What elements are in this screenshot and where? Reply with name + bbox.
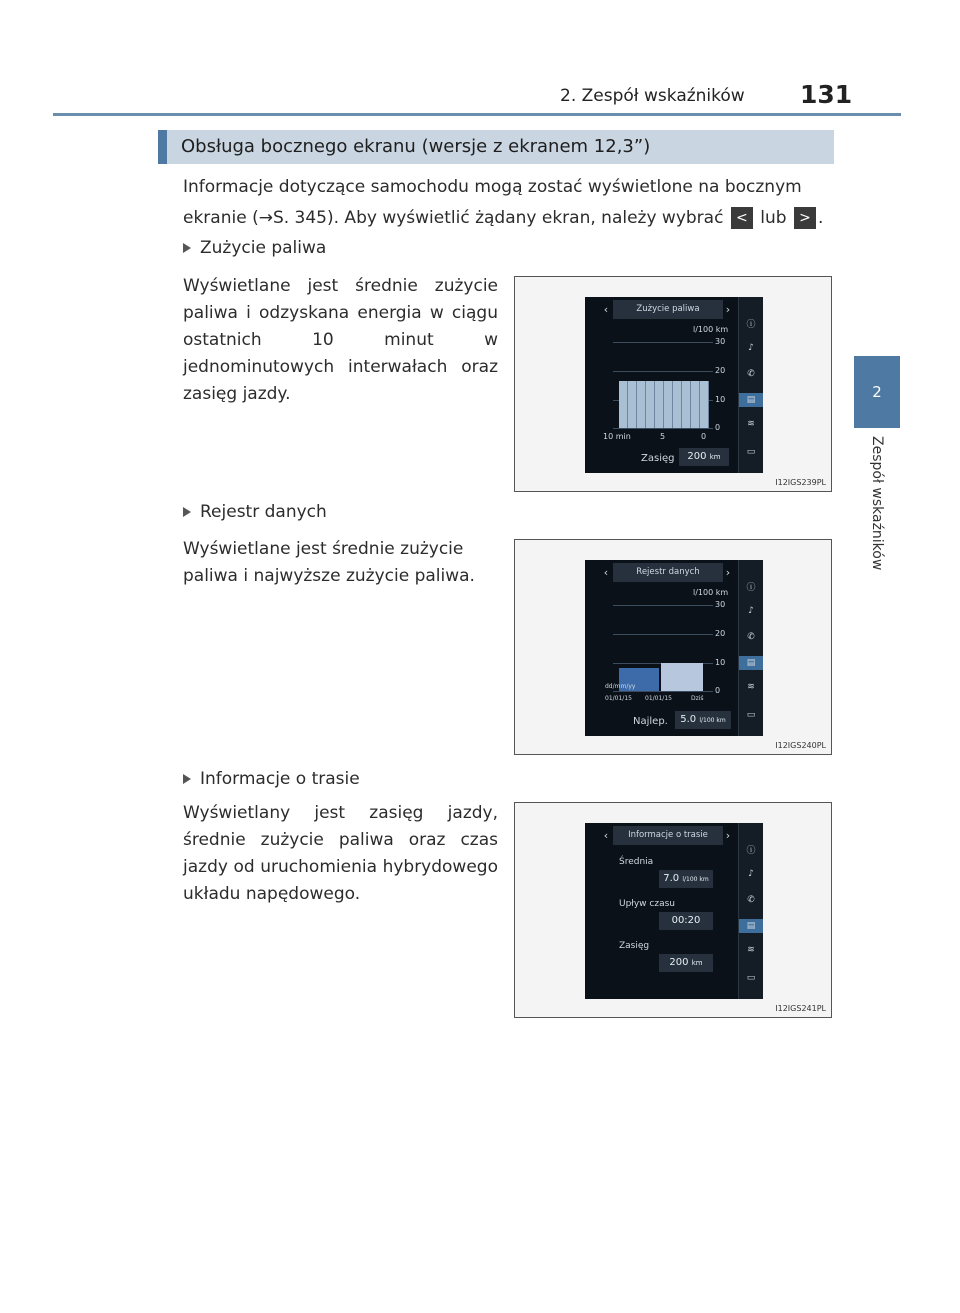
figure-code: I12IGS241PL <box>775 1004 826 1013</box>
elapsed-time-box <box>659 912 713 930</box>
range-label: Zasięg <box>619 941 650 951</box>
tick-label: 10 <box>715 658 726 667</box>
unit-label: l/100 km <box>693 588 729 597</box>
screenshot-trip-info <box>514 802 832 1018</box>
side-display <box>585 297 763 473</box>
vehicle-info-icon: ▤ <box>739 393 763 407</box>
bar-date-label: dd/mm/yy <box>605 683 636 690</box>
item-2-title: Rejestr danych <box>200 502 327 522</box>
x-tick-label: 0 <box>701 432 707 441</box>
intro-text: ekranie (→S. 345). Aby wyświetlić żądany ekran, należy wybrać <box>183 208 724 228</box>
bullet-triangle-icon <box>183 774 191 784</box>
climate-icon: ≋ <box>747 419 755 429</box>
side-display <box>585 560 763 736</box>
info-icon: ⓘ <box>746 846 756 856</box>
average-unit: l/100 km <box>682 876 709 883</box>
vehicle-info-icon: ▤ <box>739 656 763 670</box>
bullet-triangle-icon <box>183 507 191 517</box>
bullet-triangle-icon <box>183 243 191 253</box>
item-3-heading <box>183 769 360 789</box>
section-heading <box>158 130 834 164</box>
figure-code: I12IGS239PL <box>775 478 826 487</box>
tick-label: 0 <box>715 423 721 432</box>
climate-icon: ≋ <box>747 682 755 692</box>
tick-label: 10 <box>715 395 726 404</box>
side-display <box>585 823 763 999</box>
range-label: Zasięg <box>641 453 675 464</box>
gridline <box>613 634 713 635</box>
range-value-box <box>659 954 713 972</box>
tick-label: 30 <box>715 600 726 609</box>
intro-end: . <box>817 208 824 228</box>
screen-title: Rejestr danych <box>613 563 723 582</box>
side-menu <box>738 297 763 473</box>
chapter-tab: 2 <box>854 356 900 428</box>
tick-label: 20 <box>715 366 726 375</box>
chevron-right-icon: › <box>725 829 731 842</box>
item-1-description: Wyświetlane jest średnie zużycie paliwa i odzyskana energia w ciągu ostatnich 10 minut w jednominutowych interwałach oraz zasięg jazdy. <box>183 276 498 404</box>
x-tick-label: 01/01/15 <box>645 695 672 702</box>
chevron-right-icon: > <box>794 207 816 229</box>
best-unit: l/100 km <box>699 717 726 724</box>
item-1-heading <box>183 238 326 258</box>
gridline <box>613 428 713 429</box>
screen-icon: ▭ <box>746 973 756 983</box>
chevron-left-icon: < <box>731 207 753 229</box>
screen-icon: ▭ <box>746 710 756 720</box>
best-label: Najlep. <box>633 716 668 727</box>
x-tick-label: 5 <box>660 432 666 441</box>
chevron-left-icon: ‹ <box>603 566 609 579</box>
header-rule <box>53 113 901 116</box>
gridline <box>613 605 713 606</box>
data-bar-today <box>661 663 703 691</box>
gridline <box>613 691 713 692</box>
side-menu <box>738 560 763 736</box>
phone-icon: ✆ <box>747 632 755 642</box>
vehicle-info-icon: ▤ <box>739 919 763 933</box>
screen-icon: ▭ <box>746 447 756 457</box>
music-icon: ♪ <box>748 343 754 353</box>
screen-title: Zużycie paliwa <box>613 300 723 319</box>
music-icon: ♪ <box>748 869 754 879</box>
screen-title: Informacje o trasie <box>613 826 723 845</box>
tick-label: 0 <box>715 686 721 695</box>
range-value-box <box>679 448 729 466</box>
chevron-right-icon: › <box>725 566 731 579</box>
screenshot-fuel-consumption <box>514 276 832 492</box>
item-1-title: Zużycie paliwa <box>200 238 327 258</box>
elapsed-time-label: Upływ czasu <box>619 899 675 909</box>
tick-label: 20 <box>715 629 726 638</box>
best-value-box <box>675 711 731 729</box>
elapsed-time-value: 00:20 <box>671 915 701 926</box>
average-label: Średnia <box>619 857 654 867</box>
intro-line-2 <box>183 203 835 234</box>
best-value: 5.0 <box>680 714 697 725</box>
range-unit: km <box>709 453 721 461</box>
item-3-description: Wyświetlany jest zasięg jazdy, średnie zużycie paliwa oraz czas jazdy od uruchomienia hybrydowego układu napędowego. <box>183 803 498 904</box>
chapter-tab-label <box>854 436 900 626</box>
x-tick-label: 01/01/15 <box>605 695 632 702</box>
tick-label: 30 <box>715 337 726 346</box>
range-value: 200 <box>687 451 707 462</box>
range-unit: km <box>691 959 703 967</box>
music-icon: ♪ <box>748 606 754 616</box>
average-value: 7.0 <box>663 873 680 884</box>
intro-line-1: Informacje dotyczące samochodu mogą zostać wyświetlone na bocznym <box>183 177 802 197</box>
range-value: 200 <box>669 957 689 968</box>
chapter-title: 2. Zespół wskaźników <box>560 86 745 106</box>
figure-code: I12IGS240PL <box>775 741 826 750</box>
unit-label: l/100 km <box>693 325 729 334</box>
chapter-tab-text: Zespół wskaźników <box>869 436 885 571</box>
info-icon: ⓘ <box>746 583 756 593</box>
item-2-description: Wyświetlane jest średnie zużycie paliwa i najwyższe zużycie paliwa. <box>183 539 475 586</box>
x-tick-label: Dziś <box>691 695 704 702</box>
climate-icon: ≋ <box>747 945 755 955</box>
chevron-left-icon: ‹ <box>603 303 609 316</box>
item-2-heading <box>183 502 327 522</box>
info-icon: ⓘ <box>746 320 756 330</box>
gridline <box>613 371 713 372</box>
chevron-right-icon: › <box>725 303 731 316</box>
phone-icon: ✆ <box>747 895 755 905</box>
intro-or: lub <box>760 208 787 228</box>
section-title: Obsługa bocznego ekranu (wersje z ekranem 12,3”) <box>181 136 651 157</box>
screenshot-data-log <box>514 539 832 755</box>
fuel-bars <box>619 381 709 428</box>
average-value-box <box>659 870 713 888</box>
page-number: 131 <box>800 80 853 109</box>
item-3-title: Informacje o trasie <box>200 769 360 789</box>
x-tick-label: 10 min <box>603 432 631 441</box>
chevron-left-icon: ‹ <box>603 829 609 842</box>
side-menu <box>738 823 763 999</box>
phone-icon: ✆ <box>747 369 755 379</box>
gridline <box>613 342 713 343</box>
